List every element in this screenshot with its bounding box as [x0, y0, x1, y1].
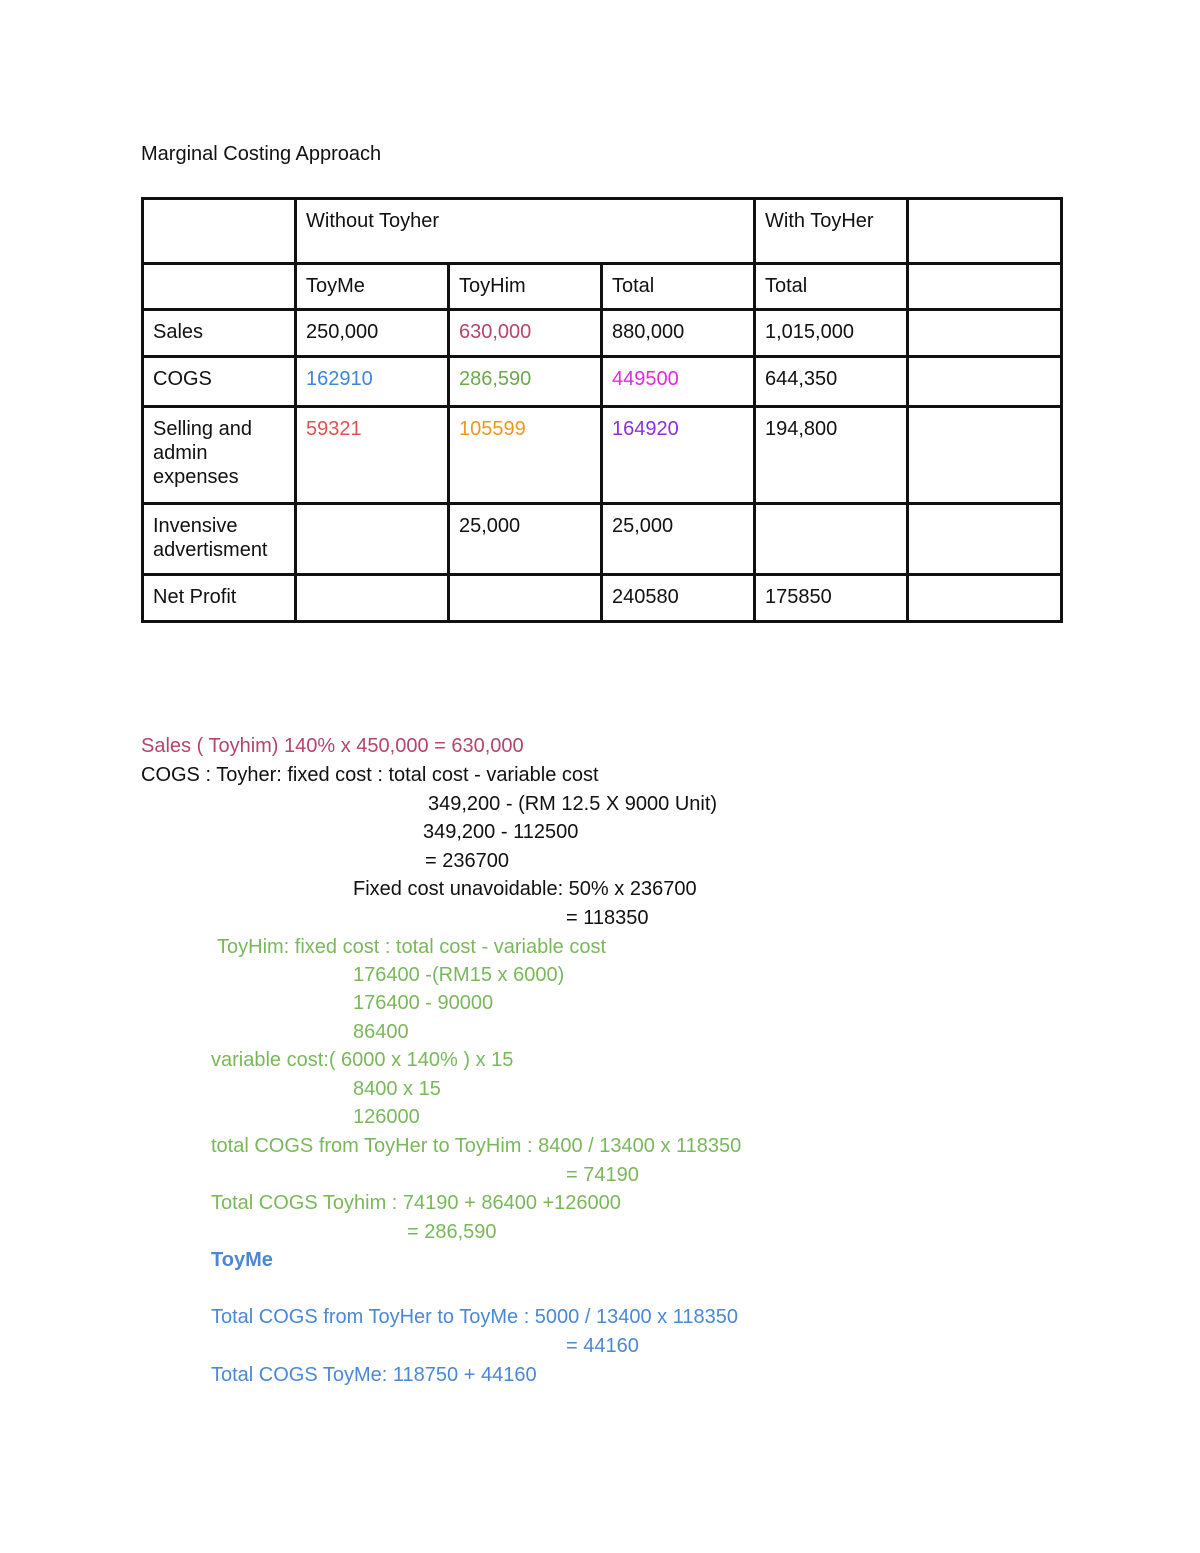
table-row-selling-admin [143, 407, 1062, 504]
marginal-costing-table [141, 197, 1063, 623]
table-cell [755, 504, 908, 575]
calc-toyher-step3: = 236700 [425, 850, 509, 872]
calc-cogs-toyher: COGS : Toyher: fixed cost : total cost - variable cost [141, 764, 599, 786]
table-cell [908, 575, 1062, 622]
calc-total-cogs-toyhim: Total COGS Toyhim : 74190 + 86400 +126000 [211, 1192, 621, 1214]
header-total-without: Total [602, 264, 755, 310]
table-cell [908, 407, 1062, 504]
table-cell: 25,000 [449, 504, 602, 575]
table-cell [908, 504, 1062, 575]
calc-fixed-unavoidable: Fixed cost unavoidable: 50% x 236700 [353, 878, 697, 900]
table-row-advertisement [143, 504, 1062, 575]
calc-toyhim-step2: 176400 - 90000 [353, 992, 494, 1014]
table-cell [908, 310, 1062, 357]
calc-cogs-toyher-to-toyme: Total COGS from ToyHer to ToyMe : 5000 / 13400 x 118350 [211, 1306, 738, 1328]
row-label: COGS [143, 357, 296, 407]
calc-cogs-toyher-to-toyhim-result: = 74190 [566, 1164, 639, 1186]
calc-variable-cost: variable cost:( 6000 x 140% ) x 15 [211, 1049, 514, 1071]
table-cell [296, 504, 449, 575]
header-toyme: ToyMe [296, 264, 449, 310]
row-label: Selling and admin expenses [143, 407, 296, 504]
table-cell: 286,590 [449, 357, 602, 407]
table-cell [908, 199, 1062, 264]
table-cell: 880,000 [602, 310, 755, 357]
page-title: Marginal Costing Approach [141, 143, 382, 165]
table-cell: 240580 [602, 575, 755, 622]
calc-total-cogs-toyme: Total COGS ToyMe: 118750 + 44160 [211, 1364, 537, 1386]
calc-cogs-toyher-to-toyme-result: = 44160 [566, 1335, 639, 1357]
table-cell: 25,000 [602, 504, 755, 575]
table-cell: 105599 [449, 407, 602, 504]
calc-total-cogs-toyhim-result: = 286,590 [407, 1221, 497, 1243]
table-cell: 164920 [602, 407, 755, 504]
table-cell: 59321 [296, 407, 449, 504]
table-row-sales [143, 310, 1062, 357]
header-total-with: Total [755, 264, 908, 310]
header-without-toyher: Without Toyher [296, 199, 755, 264]
calc-toyhim-step1: 176400 -(RM15 x 6000) [353, 964, 565, 986]
calc-toyhim-step3: 86400 [353, 1021, 409, 1043]
table-header-row-2 [143, 264, 1062, 310]
table-row-cogs [143, 357, 1062, 407]
table-cell: 194,800 [755, 407, 908, 504]
row-label: Net Profit [143, 575, 296, 622]
calc-fixed-unavoidable-result: = 118350 [566, 907, 649, 929]
table-cell: 630,000 [449, 310, 602, 357]
calc-toyher-step2: 349,200 - 112500 [423, 821, 579, 843]
calc-cogs-toyher-to-toyhim: total COGS from ToyHer to ToyHim : 8400 / 13400 x 118350 [211, 1135, 742, 1157]
calc-variable-step1: 8400 x 15 [353, 1078, 441, 1100]
header-toyhim: ToyHim [449, 264, 602, 310]
table-cell [908, 357, 1062, 407]
calc-variable-step2: 126000 [353, 1106, 420, 1128]
table-cell [143, 264, 296, 310]
table-cell: 175850 [755, 575, 908, 622]
table-cell: 162910 [296, 357, 449, 407]
table-cell [143, 199, 296, 264]
table-row-net-profit [143, 575, 1062, 622]
row-label: Invensive advertisment [143, 504, 296, 575]
table-cell [449, 575, 602, 622]
table-cell [908, 264, 1062, 310]
calc-sales-toyhim: Sales ( Toyhim) 140% x 450,000 = 630,000 [141, 735, 524, 757]
row-label: Sales [143, 310, 296, 357]
toyme-heading: ToyMe [211, 1249, 273, 1271]
calc-toyhim-fixed: ToyHim: fixed cost : total cost - variable cost [217, 936, 607, 958]
table-cell: 250,000 [296, 310, 449, 357]
table-cell [296, 575, 449, 622]
table-cell: 1,015,000 [755, 310, 908, 357]
table-cell: 449500 [602, 357, 755, 407]
header-with-toyher: With ToyHer [755, 199, 908, 264]
calc-toyher-step1: 349,200 - (RM 12.5 X 9000 Unit) [428, 793, 718, 815]
table-header-row-1 [143, 199, 1062, 264]
table-cell: 644,350 [755, 357, 908, 407]
